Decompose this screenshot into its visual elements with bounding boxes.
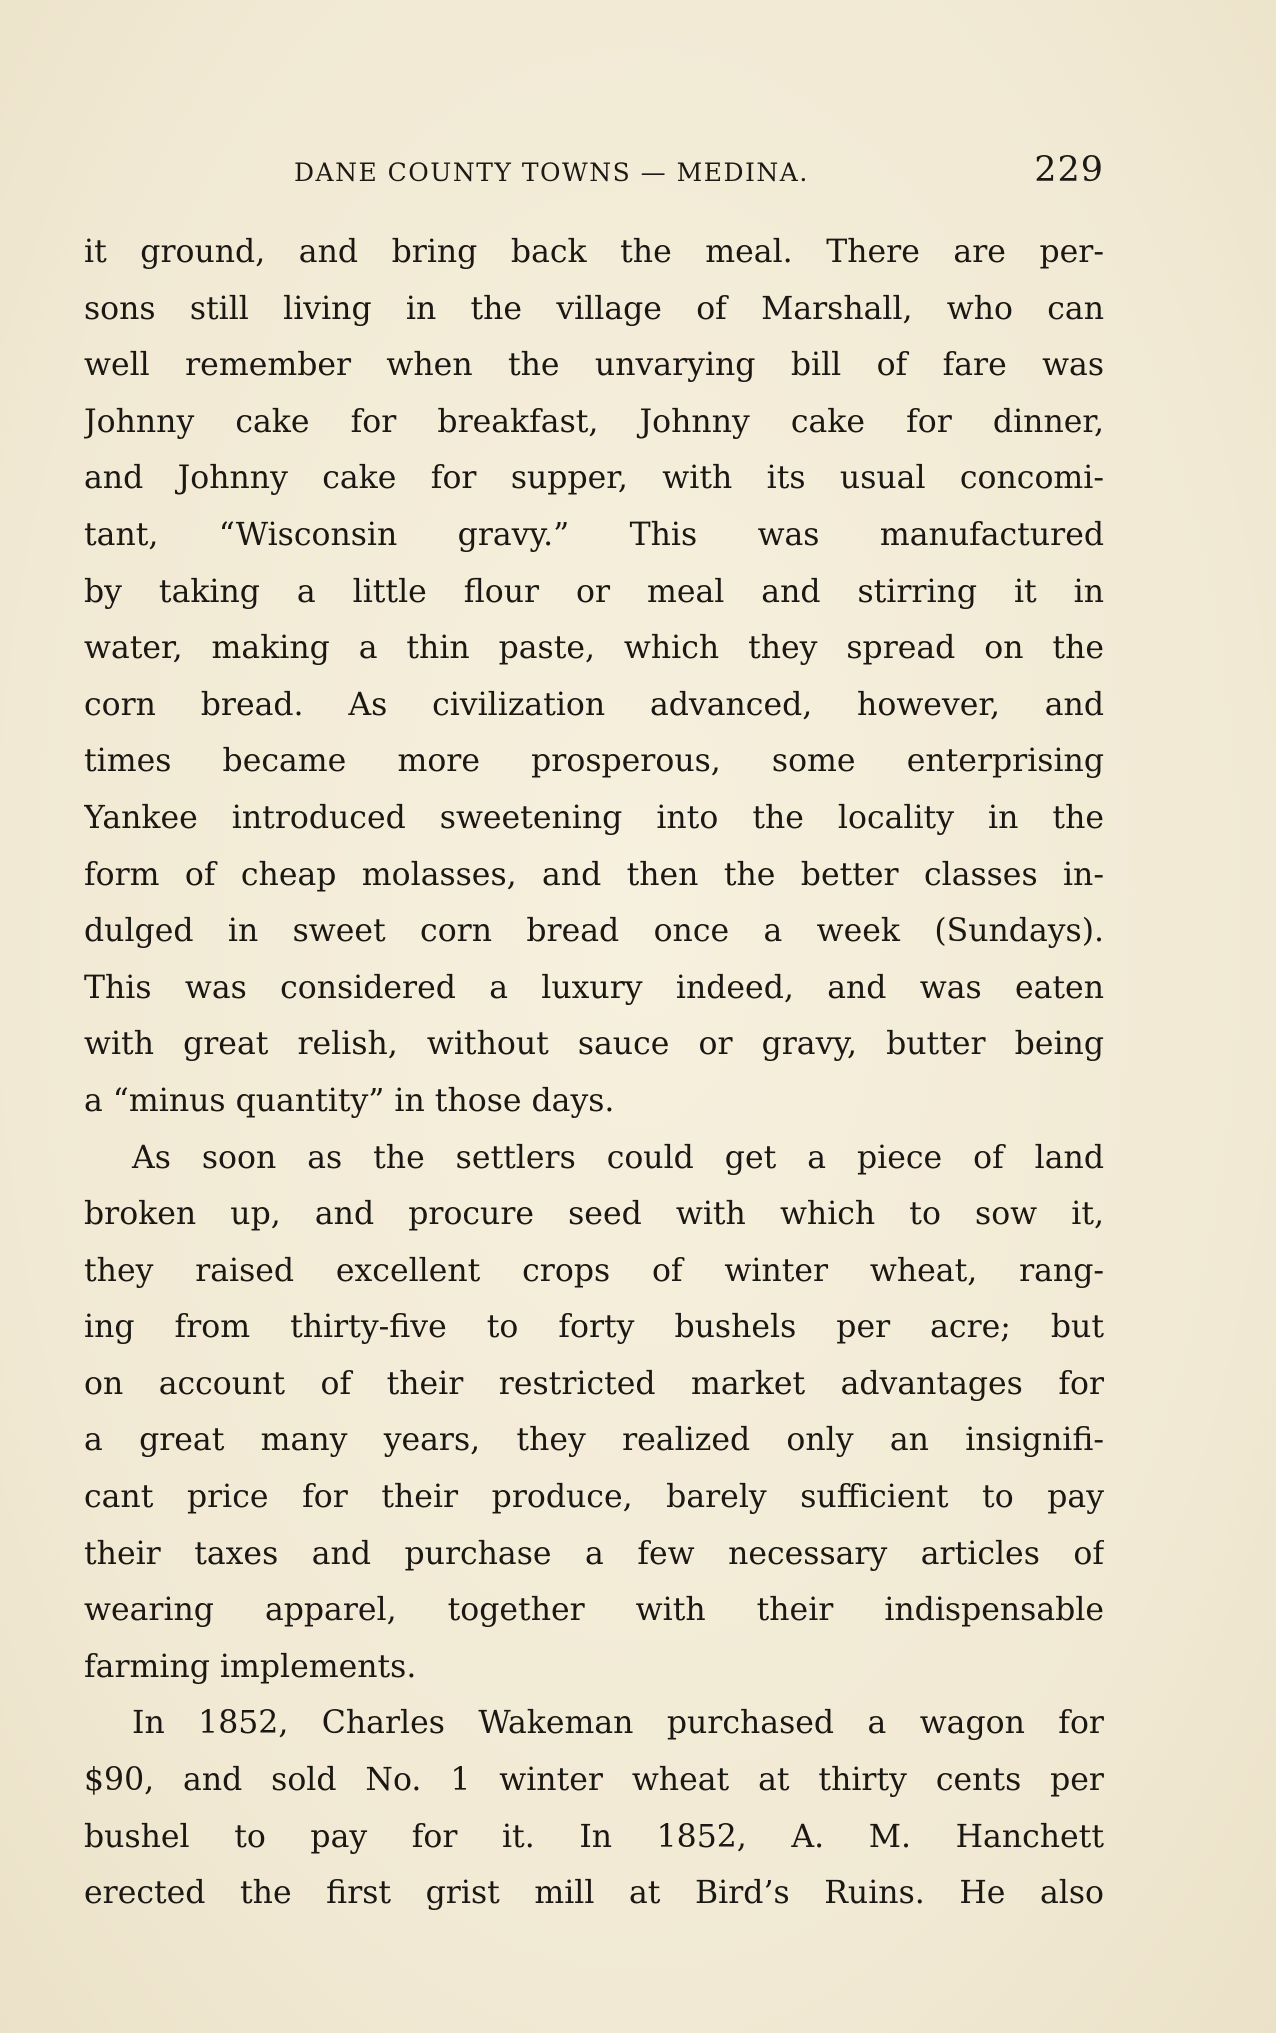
text-line: As soon as the settlers could get a piece of land bbox=[132, 1139, 1104, 1176]
text-line: well remember when the unvarying bill of fare was bbox=[84, 347, 1104, 384]
text-line: a “minus quantity” in those days. bbox=[84, 1082, 615, 1119]
text-line: their taxes and purchase a few necessary articles of bbox=[84, 1535, 1104, 1572]
body-text bbox=[84, 224, 1104, 1922]
text-line: tant, “Wisconsin gravy.” This was manufactured bbox=[84, 516, 1104, 553]
text-line: cant price for their produce, barely sufficient to pay bbox=[84, 1479, 1104, 1516]
text-line: times became more prosperous, some enterprising bbox=[84, 743, 1104, 780]
text-line: This was considered a luxury indeed, and was eaten bbox=[84, 969, 1104, 1006]
text-line: by taking a little flour or meal and stirring it in bbox=[84, 573, 1104, 610]
page-number: 229 bbox=[1034, 150, 1104, 190]
text-line: form of cheap molasses, and then the better classes in- bbox=[84, 856, 1104, 893]
text-line: dulged in sweet corn bread once a week (Sundays). bbox=[84, 913, 1104, 950]
text-line: broken up, and procure seed with which to sow it, bbox=[84, 1196, 1104, 1233]
text-line: a great many years, they realized only an insignifi- bbox=[84, 1422, 1104, 1459]
text-line: wearing apparel, together with their indispensable bbox=[84, 1592, 1104, 1629]
text-line: sons still living in the village of Marshall, who can bbox=[84, 290, 1104, 327]
text-line: Yankee introduced sweetening into the locality in the bbox=[84, 799, 1104, 836]
text-line: $90, and sold No. 1 winter wheat at thirty cents per bbox=[84, 1762, 1104, 1799]
text-line: In 1852, Charles Wakeman purchased a wagon for bbox=[132, 1705, 1104, 1742]
text-line: with great relish, without sauce or gravy, butter being bbox=[84, 1026, 1104, 1063]
text-line: farming implements. bbox=[84, 1648, 417, 1685]
text-line: and Johnny cake for supper, with its usual concomi- bbox=[84, 460, 1104, 497]
running-header bbox=[84, 150, 1104, 200]
text-line: they raised excellent crops of winter wheat, rang- bbox=[84, 1252, 1104, 1289]
text-line: corn bread. As civilization advanced, however, and bbox=[84, 686, 1104, 723]
text-line: erected the first grist mill at Bird’s Ruins. He also bbox=[84, 1875, 1104, 1912]
text-line: on account of their restricted market advantages for bbox=[84, 1365, 1104, 1402]
text-line: Johnny cake for breakfast, Johnny cake for dinner, bbox=[84, 403, 1104, 440]
running-title: DANE COUNTY TOWNS — MEDINA. bbox=[294, 158, 809, 187]
text-line: it ground, and bring back the meal. There are per- bbox=[84, 234, 1104, 270]
text-line: bushel to pay for it. In 1852, A. M. Hanchett bbox=[84, 1818, 1104, 1855]
text-line: water, making a thin paste, which they spread on the bbox=[84, 630, 1104, 667]
text-line: ing from thirty-five to forty bushels per acre; but bbox=[84, 1309, 1104, 1346]
